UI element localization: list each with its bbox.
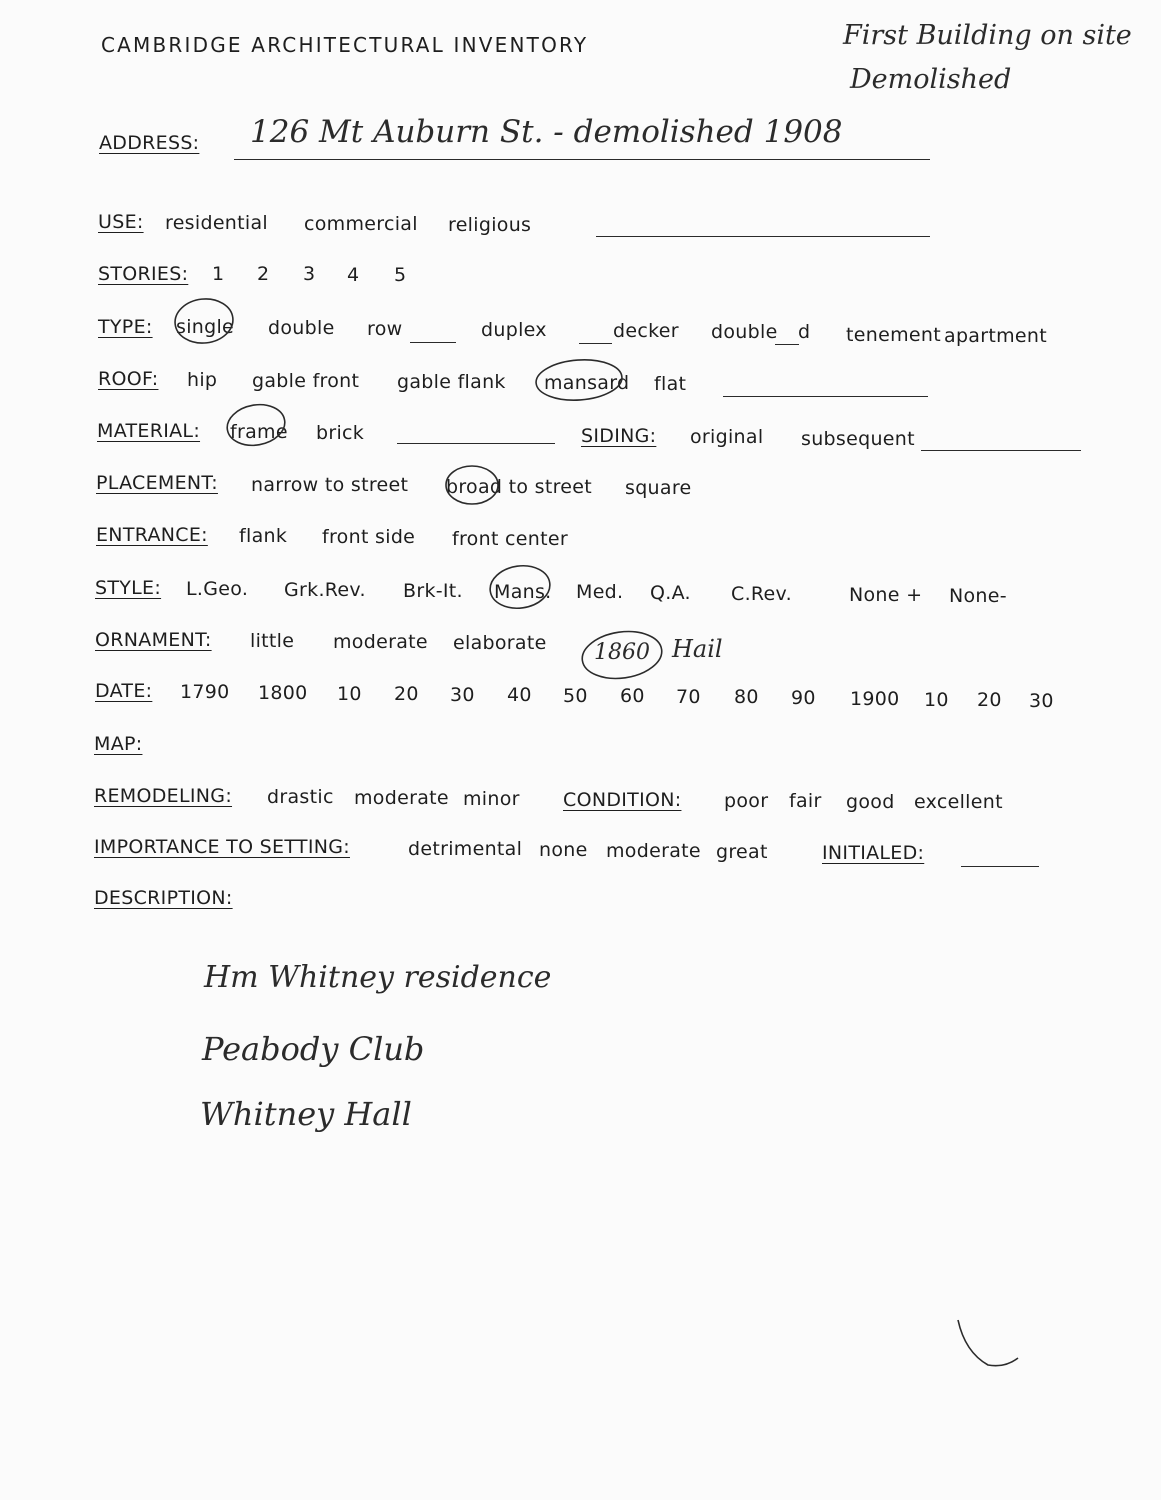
remodeling-option-minor: minor (463, 788, 520, 810)
address-label: ADDRESS: (99, 132, 200, 154)
stories-label: STORIES: (98, 263, 189, 285)
date-option-50: 50 (563, 685, 588, 707)
style-option-mans: Mans. (494, 581, 552, 603)
importance-option-detrimental: detrimental (408, 838, 523, 860)
remodeling-label: REMODELING: (94, 785, 233, 807)
siding-other-line (921, 450, 1081, 451)
style-option-med: Med. (576, 581, 624, 603)
use-option-commercial: commercial (304, 213, 418, 235)
form-header: CAMBRIDGE ARCHITECTURAL INVENTORY (101, 33, 589, 57)
ornament-label: ORNAMENT: (95, 629, 212, 651)
style-option-none-minus: None- (949, 585, 1007, 607)
roof-other-line (723, 396, 928, 397)
roof-option-hip: hip (187, 369, 218, 391)
entrance-option-front-side: front side (322, 526, 416, 548)
style-option-grkrev: Grk.Rev. (284, 579, 366, 601)
date-option-80: 80 (734, 686, 759, 708)
corner-stroke (958, 1320, 1018, 1366)
date-option-70: 70 (676, 686, 701, 708)
style-option-qa: Q.A. (650, 582, 691, 604)
handwritten-date-year: 1860 (594, 640, 650, 665)
date-option-1800: 1800 (258, 682, 308, 704)
description-line-3: Whitney Hall (200, 1095, 412, 1133)
date-option-1910: 10 (924, 689, 949, 711)
siding-option-original: original (690, 426, 764, 448)
date-option-20: 20 (394, 683, 419, 705)
type-decker-line (579, 343, 612, 344)
importance-option-great: great (716, 841, 768, 863)
condition-option-fair: fair (789, 790, 822, 812)
style-option-lgeo: L.Geo. (186, 578, 249, 600)
condition-label: CONDITION: (563, 789, 682, 811)
type-option-duplex: duplex (481, 319, 547, 341)
use-other-line (596, 236, 930, 237)
material-option-brick: brick (316, 422, 365, 444)
date-option-90: 90 (791, 687, 816, 709)
ornament-option-little: little (250, 630, 295, 652)
date-option-1900: 1900 (850, 688, 900, 710)
use-label: USE: (98, 211, 144, 233)
condition-option-poor: poor (724, 790, 769, 812)
material-other-line (397, 443, 555, 444)
type-option-tenement: tenement (846, 324, 941, 346)
stories-option-3: 3 (303, 263, 316, 285)
use-option-religious: religious (448, 214, 532, 236)
type-option-double-d: double (711, 321, 778, 343)
type-double-d-line (775, 344, 799, 345)
placement-label: PLACEMENT: (96, 472, 218, 494)
type-label: TYPE: (98, 316, 153, 338)
style-option-crev: C.Rev. (731, 583, 792, 605)
remodeling-option-drastic: drastic (267, 786, 334, 808)
address-line (234, 159, 930, 160)
type-option-single: single (176, 316, 235, 338)
siding-label: SIDING: (581, 425, 657, 447)
condition-option-good: good (846, 791, 895, 813)
date-option-10: 10 (337, 683, 362, 705)
roof-option-gable-front: gable front (252, 370, 360, 392)
use-option-residential: residential (165, 212, 269, 234)
type-row-line (410, 342, 456, 343)
date-option-30: 30 (450, 684, 475, 706)
initialed-label: INITIALED: (822, 842, 925, 864)
ornament-option-moderate: moderate (333, 631, 428, 653)
handwritten-note-first-building: First Building on site (843, 20, 1132, 51)
type-option-double: double (268, 317, 335, 339)
siding-option-subsequent: subsequent (801, 428, 915, 450)
ornament-option-elaborate: elaborate (453, 632, 547, 654)
date-option-60: 60 (620, 685, 645, 707)
roof-label: ROOF: (98, 368, 159, 390)
importance-option-none: none (539, 839, 588, 861)
map-label: MAP: (94, 733, 143, 755)
description-label: DESCRIPTION: (94, 887, 233, 909)
date-option-1930: 30 (1029, 690, 1054, 712)
description-line-2: Peabody Club (202, 1030, 425, 1068)
address-value: 126 Mt Auburn St. - demolished 1908 (250, 114, 843, 150)
type-option-d: d (798, 321, 811, 343)
entrance-label: ENTRANCE: (96, 524, 208, 546)
roof-option-mansard: mansard (544, 372, 630, 394)
placement-option-narrow: narrow to street (251, 474, 409, 496)
placement-option-broad: broad to street (446, 476, 593, 498)
description-line-1: Hm Whitney residence (204, 960, 552, 995)
date-option-40: 40 (507, 684, 532, 706)
stories-option-5: 5 (394, 264, 407, 286)
handwritten-note-demolished: Demolished (850, 64, 1012, 95)
importance-label: IMPORTANCE TO SETTING: (94, 836, 350, 858)
roof-option-gable-flank: gable flank (397, 371, 506, 393)
remodeling-option-moderate: moderate (354, 787, 449, 809)
type-option-decker: decker (613, 320, 679, 342)
type-option-row: row (367, 318, 403, 340)
placement-option-square: square (625, 477, 692, 499)
entrance-option-front-center: front center (452, 528, 568, 550)
importance-option-moderate: moderate (606, 840, 701, 862)
style-option-brkit: Brk-It. (403, 580, 463, 602)
condition-option-excellent: excellent (914, 791, 1003, 813)
entrance-option-flank: flank (239, 525, 288, 547)
stories-option-1: 1 (212, 263, 225, 285)
type-option-apartment: apartment (944, 325, 1047, 347)
date-option-1790: 1790 (180, 681, 230, 703)
style-label: STYLE: (95, 577, 162, 599)
material-label: MATERIAL: (97, 420, 201, 442)
date-label: DATE: (95, 680, 153, 702)
stories-option-2: 2 (257, 263, 270, 285)
date-option-1920: 20 (977, 689, 1002, 711)
style-option-none-plus: None + (849, 584, 923, 606)
roof-option-flat: flat (654, 373, 687, 395)
material-option-frame: frame (230, 421, 288, 443)
stories-option-4: 4 (347, 264, 360, 286)
handwritten-date-note: Hail (672, 635, 723, 663)
initialed-line (961, 866, 1039, 867)
